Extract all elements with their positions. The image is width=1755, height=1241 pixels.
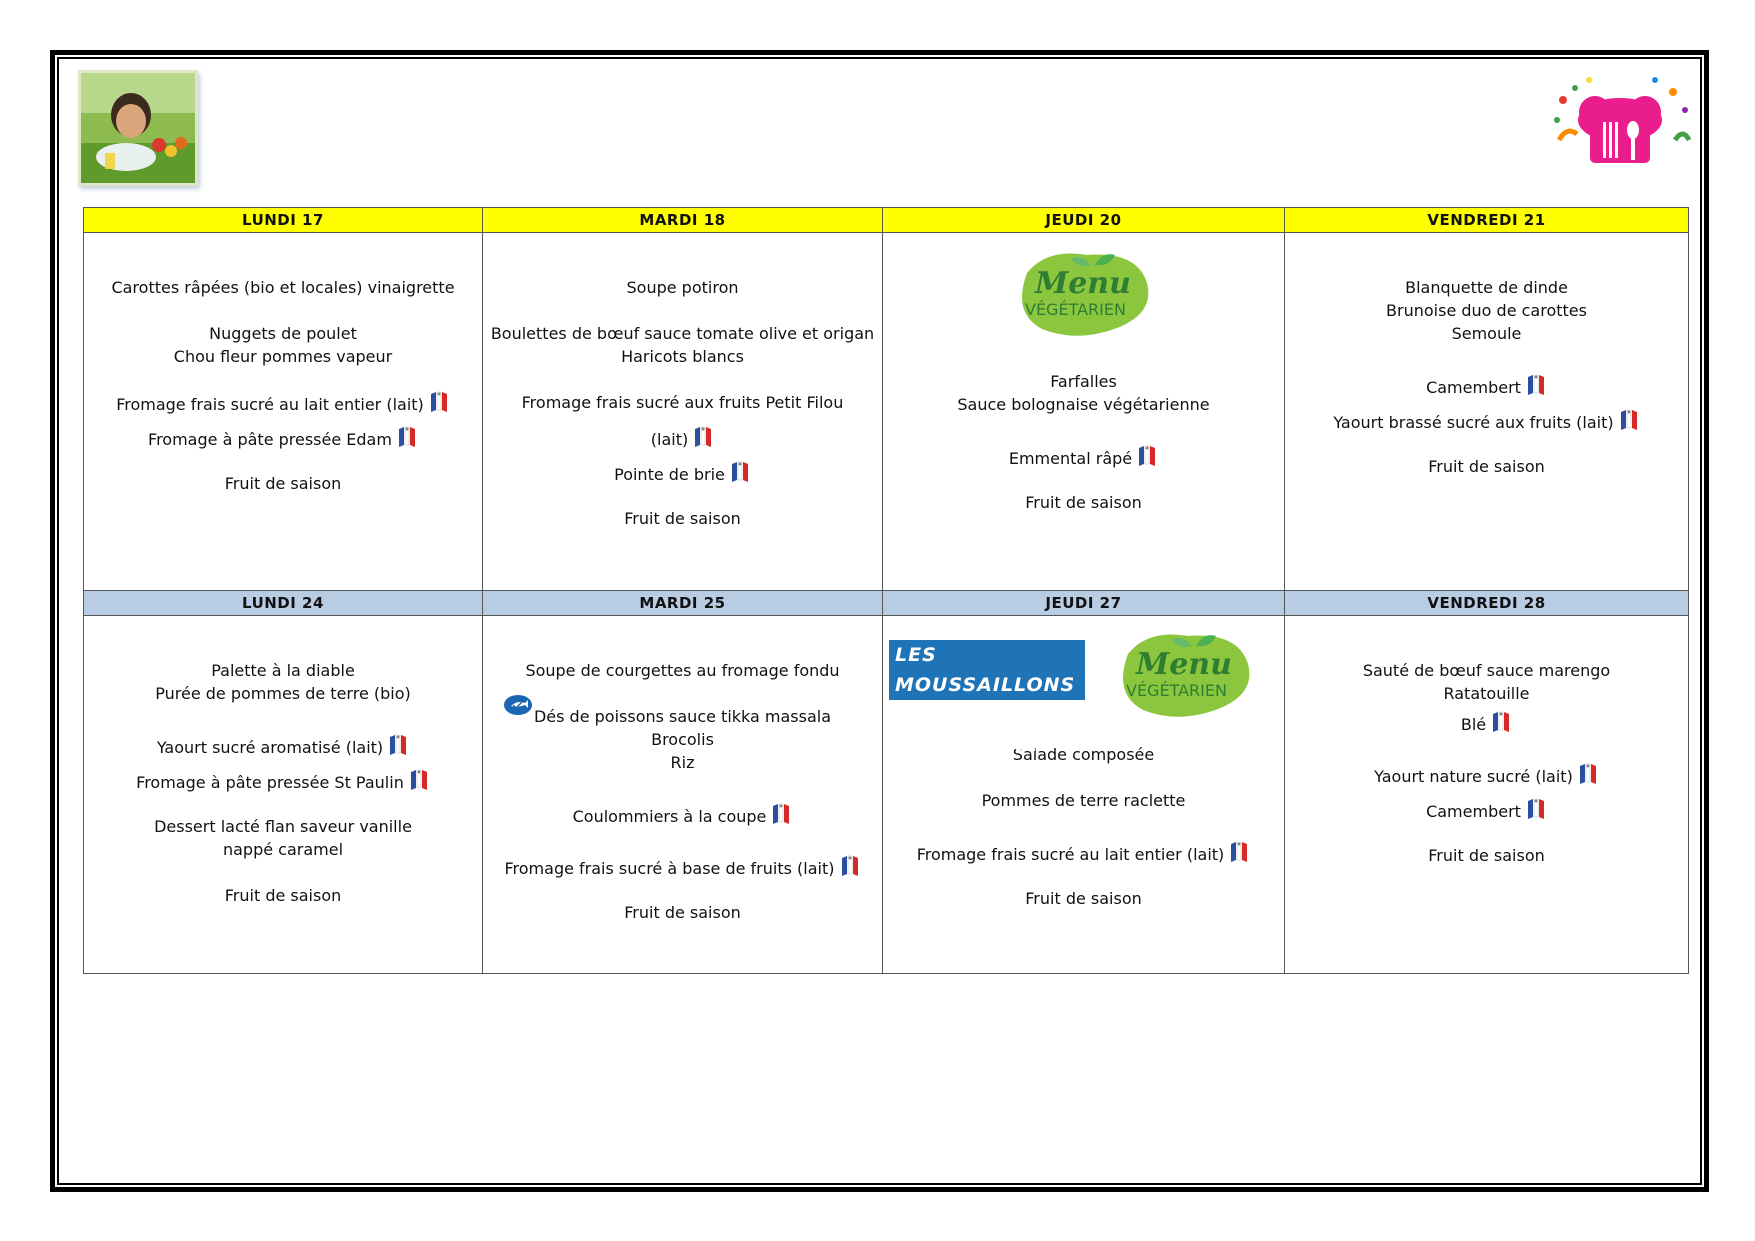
menu-item: Salade composée (1012, 745, 1155, 764)
menu-item: Yaourt brassé sucré aux fruits (lait) (1285, 409, 1688, 432)
menu-item: Purée de pommes de terre (bio) (155, 684, 411, 703)
vegetarian-menu-badge (1007, 243, 1157, 347)
french-flag-icon (387, 734, 409, 756)
week-header-row (84, 591, 1689, 616)
menu-cell-lundi-17 (84, 233, 483, 591)
menu-cell-jeudi-27 (883, 616, 1285, 974)
child-photo (78, 70, 198, 186)
french-flag-icon (1577, 763, 1599, 785)
french-flag-icon (839, 855, 861, 877)
menu-item: Pointe de brie (483, 461, 882, 484)
menu-item: Fruit de saison (224, 474, 342, 493)
menu-item: Haricots blancs (621, 347, 744, 366)
menu-item: Fruit de saison (1025, 493, 1142, 512)
week-header-row (84, 208, 1689, 233)
menu-item: Boulettes de bœuf sauce tomate olive et origan (490, 324, 875, 343)
menu-item: Pommes de terre raclette (981, 791, 1186, 810)
day-header: MARDI 25 (483, 591, 883, 616)
menu-item: Chou fleur pommes vapeur (173, 347, 393, 366)
menu-cell-lundi-24 (84, 616, 483, 974)
menu-item: Soupe de courgettes au fromage fondu (525, 661, 840, 680)
svg-text:Menu: Menu (1136, 647, 1232, 682)
menu-item: (lait) (483, 426, 882, 449)
menu-item: Camembert (1285, 374, 1688, 397)
menu-item: Sauté de bœuf sauce marengo (1362, 661, 1611, 680)
french-flag-icon (428, 391, 450, 413)
menu-item: Camembert (1285, 798, 1688, 821)
menu-item: Palette à la diable (211, 661, 355, 680)
menu-cell-jeudi-20 (883, 233, 1285, 591)
menu-item: Fruit de saison (224, 886, 342, 905)
day-header: MARDI 18 (483, 208, 883, 233)
menu-item: Dés de poissons sauce tikka massala (533, 707, 832, 726)
menu-item: Riz (670, 753, 695, 772)
french-flag-icon (396, 426, 418, 448)
menu-item: Fromage frais sucré au lait entier (lait) (883, 841, 1284, 864)
menu-item: Fromage frais sucré au lait entier (lait) (84, 391, 482, 414)
menu-item: Semoule (1451, 324, 1522, 343)
svg-text:Menu: Menu (1035, 266, 1131, 301)
menu-item: Blanquette de dinde (1405, 278, 1568, 297)
menu-item: Fromage à pâte pressée St Paulin (84, 769, 482, 792)
menu-item: Fromage frais sucré aux fruits Petit Filou (521, 393, 844, 412)
weekly-menu-table (83, 207, 1689, 974)
french-flag-icon (692, 426, 714, 448)
day-header: LUNDI 24 (84, 591, 483, 616)
menu-item: nappé caramel (222, 840, 344, 859)
day-header: VENDREDI 28 (1285, 591, 1689, 616)
menu-item: Emmental râpé (883, 445, 1284, 468)
french-flag-icon (1618, 409, 1640, 431)
french-flag-icon (1525, 374, 1547, 396)
menu-item: Fruit de saison (1428, 846, 1545, 865)
french-flag-icon (770, 803, 792, 825)
menu-item: Yaourt nature sucré (lait) (1285, 763, 1688, 786)
menu-item: Fruit de saison (624, 903, 741, 922)
french-flag-icon (1525, 798, 1547, 820)
menu-item: Yaourt sucré aromatisé (lait) (84, 734, 482, 757)
french-flag-icon (1490, 711, 1512, 733)
french-flag-icon (1228, 841, 1250, 863)
menu-item: Nuggets de poulet (209, 324, 357, 343)
day-header: LUNDI 17 (84, 208, 483, 233)
week-menu-row (84, 616, 1689, 974)
vegetarian-menu-badge (1108, 624, 1258, 728)
menu-item: Dessert lacté flan saveur vanille (154, 817, 412, 836)
menu-cell-mardi-25 (483, 616, 883, 974)
cantine-logo (1545, 70, 1695, 180)
french-flag-icon (408, 769, 430, 791)
menu-cell-vendredi-28 (1285, 616, 1689, 974)
day-header: JEUDI 20 (883, 208, 1285, 233)
menu-item: Brunoise duo de carottes (1386, 301, 1587, 320)
msc-sustainable-fish-icon (503, 694, 533, 716)
french-flag-icon (729, 461, 751, 483)
menu-item: Fruit de saison (624, 509, 741, 528)
menu-item: Fromage frais sucré à base de fruits (lait) (483, 855, 882, 878)
menu-item: Fruit de saison (1025, 889, 1142, 908)
menu-item: Ratatouille (1443, 684, 1530, 703)
menu-item: Soupe potiron (626, 278, 739, 297)
day-header: JEUDI 27 (883, 591, 1285, 616)
moussaillons-montagne-badge: LES MOUSSAILLONS A LA MONTAGNE (889, 640, 1085, 700)
menu-item: Fromage à pâte pressée Edam (84, 426, 482, 449)
menu-item: Farfalles (1050, 372, 1117, 391)
menu-cell-vendredi-21 (1285, 233, 1689, 591)
menu-item: Fruit de saison (1428, 457, 1545, 476)
week-menu-row (84, 233, 1689, 591)
menu-cell-mardi-18 (483, 233, 883, 591)
day-header: VENDREDI 21 (1285, 208, 1689, 233)
menu-item: Blé (1285, 711, 1688, 734)
menu-item: Sauce bolognaise végétarienne (957, 395, 1210, 414)
menu-item: Carottes râpées (bio et locales) vinaigrette (111, 278, 455, 297)
menu-item: Brocolis (651, 730, 714, 749)
svg-text:VÉGÉTARIEN: VÉGÉTARIEN (1126, 681, 1227, 700)
menu-item: Coulommiers à la coupe (483, 803, 882, 826)
svg-text:VÉGÉTARIEN: VÉGÉTARIEN (1025, 300, 1126, 319)
french-flag-icon (1136, 445, 1158, 467)
